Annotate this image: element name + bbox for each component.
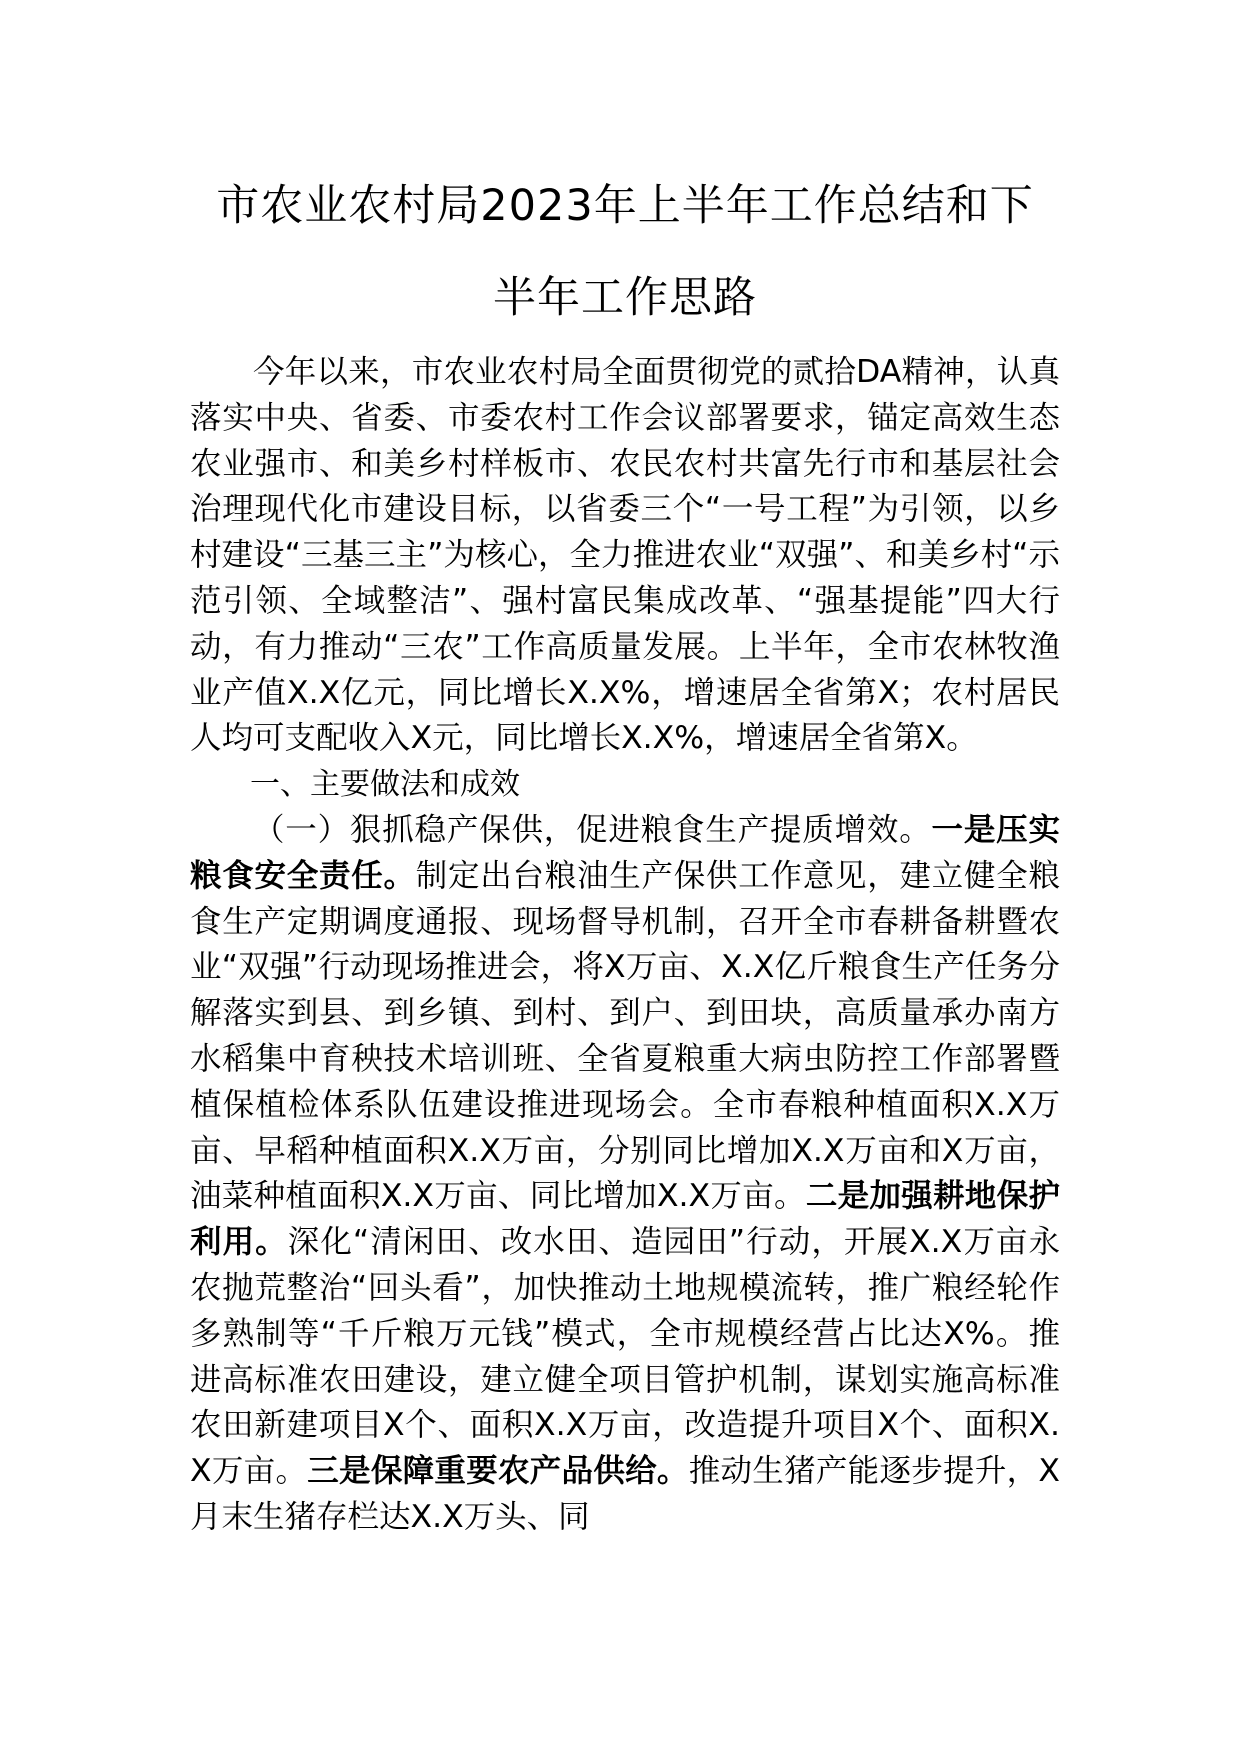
title-line-2: 半年工作思路 bbox=[493, 273, 757, 323]
lead-sentence-2: 二是加强耕地保护利用。 bbox=[190, 1178, 1060, 1261]
document-page bbox=[190, 160, 1060, 1541]
document-body bbox=[190, 350, 1060, 1541]
lead-sentence-3: 三是保障重要农产品供给。 bbox=[307, 1453, 689, 1490]
section-heading-main-measures: 一、主要做法和成效 bbox=[250, 767, 520, 803]
intro-paragraph: 今年以来，市农业农村局全面贯彻党的贰拾DA精神，认真落实中央、省委、市委农村工作会议部署要求，锚定高效生态农业强市、和美乡村样板市、农民农村共富先行市和基层社会治理现代化市建设目标，以省委三个“一号工程”为引领，以乡村建设“三基三主”为核心，全力推进农业“双强”、和美乡村“示范引领、全域整洁”、强村富民集成改革、“强基提能”四大行动，有力推动“三农”工作高质量发展。上半年，全市农林牧渔业产值X.X亿元，同比增长X.X%，增速居全省第X；农村居民人均可支配收入X元，同比增长X.X%，增速居全省第X。 bbox=[190, 354, 1060, 757]
document-title bbox=[170, 160, 1080, 344]
subsection-1-text-d: 推动生猪产能逐步提升，X月末生猪存栏达X.X万头、同 bbox=[190, 1453, 1060, 1535]
lead-sentence-1: 一是压实粮食安全责任。 bbox=[190, 811, 1060, 894]
title-line-1: 市农业农村局2023年上半年工作总结和下 bbox=[216, 181, 1034, 231]
subsection-1-title: （一）狠抓稳产保供，促进粮食生产提质增效。 bbox=[253, 811, 932, 848]
subsection-1-text-c: 深化“清闲田、改水田、造园田”行动，开展X.X万亩永农抛荒整治“回头看”，加快推动土地规模流转，推广粮经轮作多熟制等“千斤粮万元钱”模式，全市规模经营占比达X%。推进高标准农田建设，建立健全项目管护机制，谋划实施高标准农田新建项目X个、面积X.X万亩，改造提升项目X个、面积X.X万亩。 bbox=[190, 1224, 1060, 1490]
subsection-1-paragraph bbox=[190, 808, 1060, 1541]
subsection-1-text-b: 制定出台粮油生产保供工作意见，建立健全粮食生产定期调度通报、现场督导机制，召开全市春耕备耕暨农业“双强”行动现场推进会，将X万亩、X.X亿斤粮食生产任务分解落实到县、到乡镇、到村、到户、到田块，高质量承办南方水稻集中育秧技术培训班、全省夏粮重大病虫防控工作部署暨植保植检体系队伍建设推进现场会。全市春粮种植面积X.X万亩、早稻种植面积X.X万亩，分别同比增加X.X万亩和X万亩，油菜种植面积X.X万亩、同比增加X.X万亩。 bbox=[190, 857, 1060, 1215]
